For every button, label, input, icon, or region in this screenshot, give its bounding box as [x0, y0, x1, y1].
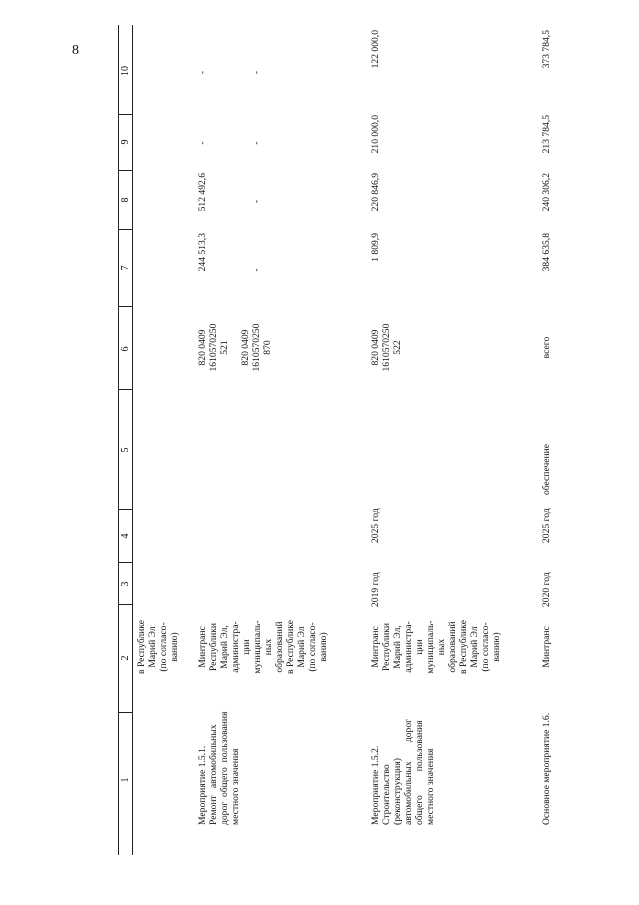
row2-col2-line6: муниципаль- [425, 620, 436, 674]
row2-end-year: 2025 год [370, 508, 381, 543]
row1-b-value-10: - [251, 70, 262, 75]
row1-col2-line12: ванию) [318, 632, 329, 662]
table-top-border [118, 25, 119, 855]
row3-col2: Минтранс [541, 626, 552, 668]
row3-total-label: всего [541, 336, 552, 359]
row2-col2-line11: (по согласо- [480, 622, 491, 672]
col-divider-1 [118, 712, 132, 713]
row0-col2-line1: в Республике [136, 620, 147, 674]
row1-a-value-10: - [197, 70, 208, 75]
col-divider-7 [118, 229, 132, 230]
row1-col2-line11: (по согласо- [307, 622, 318, 672]
row2-col2-line1: Минтранс [370, 626, 381, 668]
header-cell-1: 1 [120, 777, 131, 783]
row1-col2-line4: администра- [230, 621, 241, 673]
row2-col1-line4: автомобильных дорог [403, 718, 414, 825]
row1-kbk-b-line2: 1610570250 [251, 323, 262, 372]
row2-kbk-line1: 820 0409 [370, 329, 381, 366]
row0-col2-line2: Марий Эл [147, 626, 158, 668]
row3-start-year: 2020 год [541, 572, 552, 607]
row2-col2-line3: Марий Эл, [392, 625, 403, 669]
row1-col2-line5: ции [241, 639, 252, 655]
col-divider-9 [118, 114, 132, 115]
row2-col2-line8: образований [447, 621, 458, 673]
col-divider-8 [118, 170, 132, 171]
header-cell-3: 3 [120, 581, 131, 587]
header-cell-4: 4 [120, 533, 131, 539]
row2-value-7: 1 809,9 [370, 233, 381, 262]
row2-col1-line1: Мероприятие 1.5.2. [370, 745, 381, 825]
row2-col2-line5: ции [414, 639, 425, 655]
row3-value-9: 213 784,5 [541, 115, 552, 154]
row2-col2-line4: администра- [403, 621, 414, 673]
header-bottom-border [132, 25, 133, 855]
row2-value-10: 122 000,0 [370, 30, 381, 69]
row1-col2-line2: Республики [208, 622, 219, 672]
row0-col2-line3: (по согласо- [158, 622, 169, 672]
row1-kbk-a-line2: 1610570250 [208, 323, 219, 372]
row2-col1-line5: общего пользования [414, 720, 425, 825]
row1-col1-line3: дорог общего пользования [219, 711, 230, 825]
row1-col1-line1: Мероприятие 1.5.1. [197, 745, 208, 825]
row1-a-value-7: 244 513,3 [197, 233, 208, 272]
row1-kbk-a-line3: 521 [219, 340, 230, 355]
row3-value-10: 373 784,5 [541, 30, 552, 69]
row1-b-value-9: - [251, 141, 262, 145]
header-cell-2: 2 [120, 655, 131, 661]
row2-col2-line12: ванию) [491, 632, 502, 662]
header-cell-10: 10 [120, 66, 131, 76]
row2-col1-line2: Строительство [381, 764, 392, 825]
row1-col1-line2: Ремонт автомобильных [208, 724, 219, 825]
row3-col1: Основное мероприятие 1.6. [541, 712, 552, 825]
row1-col2-line6: муниципаль- [252, 620, 263, 674]
row1-col2-line1: Минтранс [197, 626, 208, 668]
row1-kbk-b-line3: 870 [262, 340, 273, 355]
row2-col1-line3: (реконструкция) [392, 758, 403, 825]
header-cell-8: 8 [120, 197, 131, 203]
row3-value-8: 240 306,2 [541, 173, 552, 212]
col-divider-2 [118, 604, 132, 605]
row2-value-8: 220 846,9 [370, 173, 381, 212]
row2-col2-line10: Марий Эл [469, 626, 480, 668]
header-cell-6: 6 [120, 346, 131, 352]
row1-col2-line3: Марий Эл, [219, 625, 230, 669]
row3-end-year: 2025 год [541, 508, 552, 543]
row1-col2-line8: образований [274, 621, 285, 673]
row3-value-7: 384 635,8 [541, 233, 552, 272]
header-cell-9: 9 [120, 139, 131, 145]
row1-col1-line4: местного значения [230, 748, 241, 825]
header-cell-7: 7 [120, 265, 131, 271]
row1-kbk-a-line1: 820 0409 [197, 329, 208, 366]
row2-col1-line6: местного значения [425, 748, 436, 825]
header-cell-5: 5 [120, 447, 131, 453]
row2-start-year: 2019 год [370, 572, 381, 607]
row2-col2-line9: в Республике [458, 620, 469, 674]
row1-b-value-8: - [251, 199, 262, 204]
col-divider-6 [118, 306, 132, 307]
row1-col2-line7: ных [263, 638, 274, 656]
row1-col2-line9: в Республике [285, 620, 296, 674]
row2-col2-line7: ных [436, 638, 447, 656]
row1-b-value-7: - [251, 268, 262, 272]
row2-kbk-line3: 522 [392, 340, 403, 355]
page-number: 8 [72, 43, 79, 58]
col-divider-4 [118, 509, 132, 510]
row1-col2-line10: Марий Эл [296, 626, 307, 668]
row2-value-9: 210 000,0 [370, 115, 381, 154]
row1-kbk-b-line1: 820 0409 [240, 329, 251, 366]
row1-a-value-8: 512 492,6 [197, 173, 208, 212]
row0-col2-line4: ванию) [169, 632, 180, 662]
col-divider-3 [118, 562, 132, 563]
row3-funding-source: обеспечение [541, 443, 552, 495]
row2-kbk-line2: 1610570250 [381, 323, 392, 372]
col-divider-5 [118, 389, 132, 390]
row1-a-value-9: - [197, 141, 208, 145]
row2-col2-line2: Республики [381, 622, 392, 672]
